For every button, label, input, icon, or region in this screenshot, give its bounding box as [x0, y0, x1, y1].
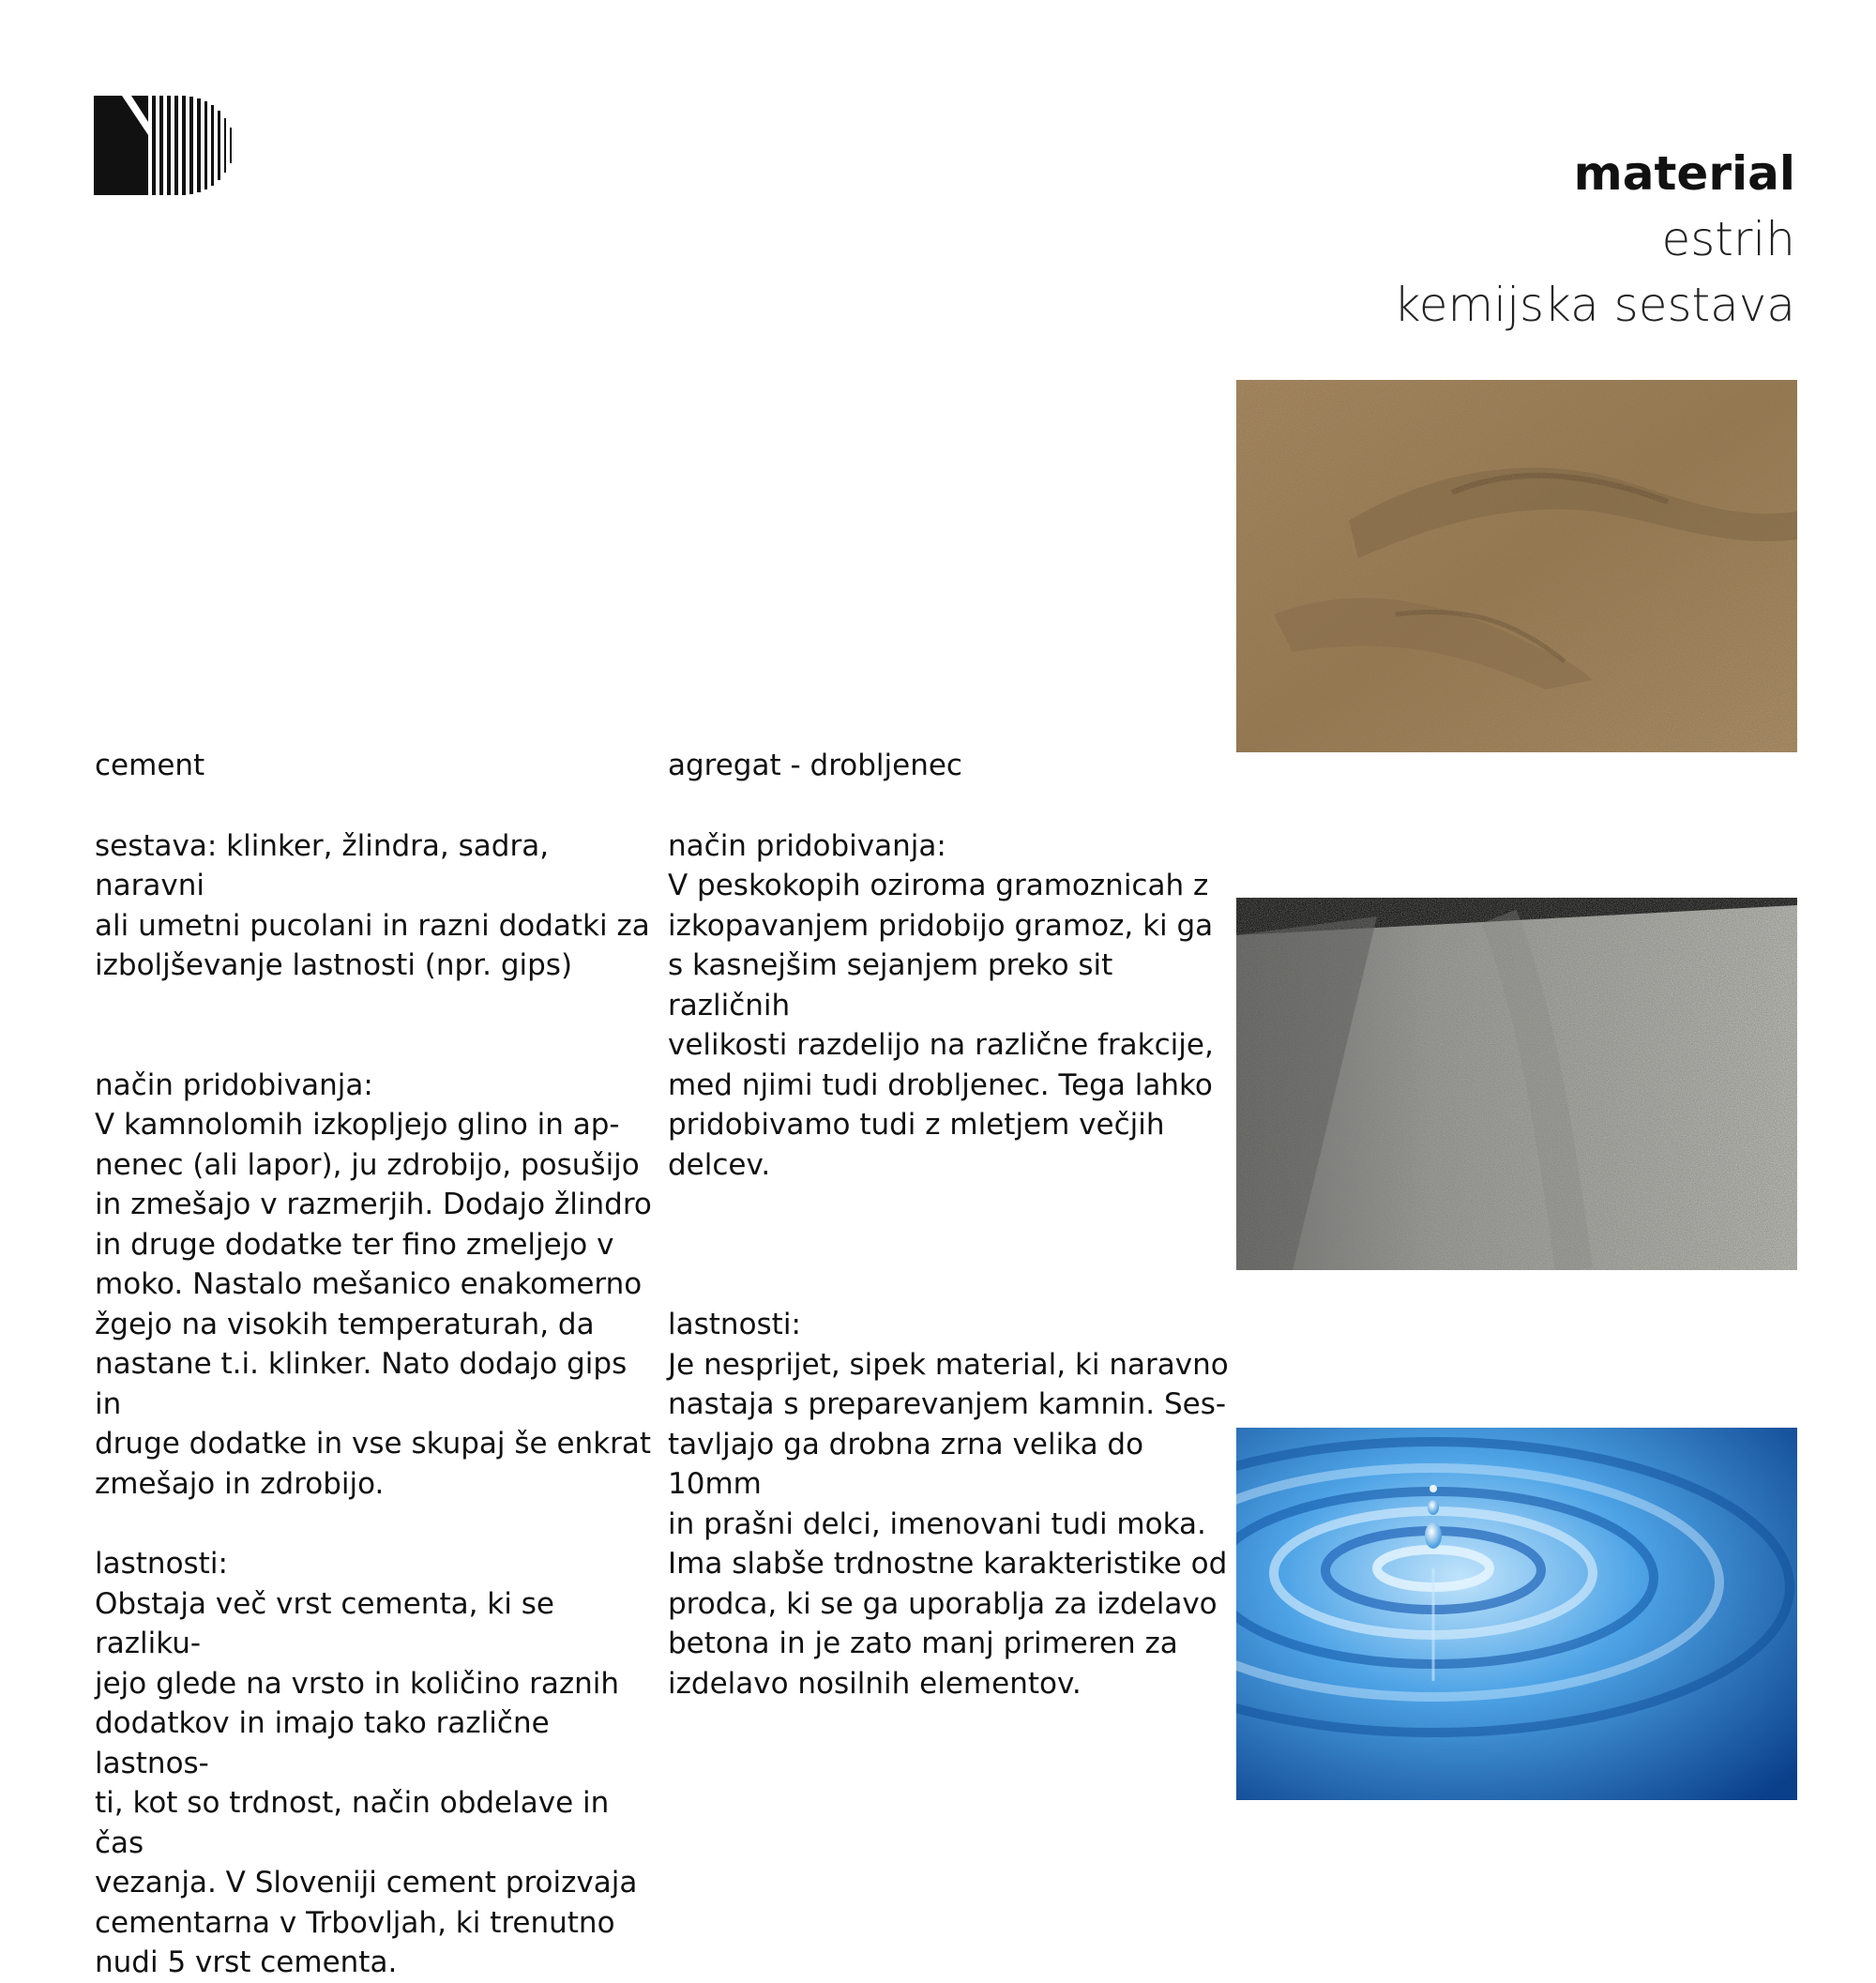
aggregate-properties-text: Je nesprijet, sipek material, ki naravno nastaja s preparevanjem kamnin. Ses- tavljajo ga drobna zrna velika do 10mm in prašni delci, imenovani tudi moka. Ima slabše trdnostne karakteristike od prodca, ki se ga uporablja za izdelavo betona in je zato manj primeren za izdelavo nosilnih elementov. — [668, 1347, 1229, 1701]
sand-photo — [1236, 380, 1797, 752]
water-photo — [1236, 1428, 1797, 1800]
aggregate-heading: agregat - drobljenec — [668, 749, 962, 782]
page-title: material — [1573, 146, 1795, 201]
cement-method-label: način pridobivanja: — [95, 1067, 373, 1102]
aggregate-photo — [1236, 898, 1797, 1270]
logo — [94, 96, 251, 195]
cement-method-text: V kamnolomih izkopljejo glino in ap- nenec (ali lapor), ju zdrobijo, posušijo in zmešajo v razmerjih. Dodajo žlindro in druge dodatke ter fino zmeljejo v moko. Nastalo mešanico enakomerno žgejo na visokih temperaturah, da nastane t.i. klinker. Nato dodajo gips in druge dodatke in vse skupaj še enkrat zmešajo in zdrobijo. — [95, 1108, 652, 1501]
cement-heading: cement — [95, 749, 205, 782]
aggregate-method-label: način pridobivanja: — [668, 828, 946, 863]
aggregate-column — [668, 746, 1231, 1703]
cement-composition: sestava: klinker, žlindra, sadra, naravni ali umetni pucolani in razni dodatki za izboljševanje lastnosti (npr. gips) — [95, 828, 650, 982]
title-block — [1394, 141, 1795, 338]
page-subtitle-1: estrih — [1661, 212, 1795, 266]
page-subtitle-2: kemijska sestava — [1393, 278, 1795, 332]
cement-properties-label: lastnosti: — [95, 1547, 228, 1581]
cement-column — [95, 746, 658, 1983]
cement-properties-text: Obstaja več vrst cementa, ki se razliku- jejo glede na vrsto in količino raznih dodatkov in imajo tako različne lastnos- ti, kot so trdnost, način obdelave in čas vezanja. V Sloveniji cement proizvaja cementarna v Trbovljah, ki trenutno nudi 5 vrst cementa. — [95, 1586, 638, 1979]
aggregate-method-text: V peskokopih oziroma gramoznicah z izkopavanjem pridobijo gramoz, ki ga s kasnejšim sejanjem preko sit različnih velikosti razdelijo na različne frakcije, med njimi tudi drobljenec. Tega lahko pridobivamo tudi z mletjem večjih delcev. — [668, 869, 1214, 1182]
aggregate-properties-label: lastnosti: — [668, 1308, 801, 1341]
